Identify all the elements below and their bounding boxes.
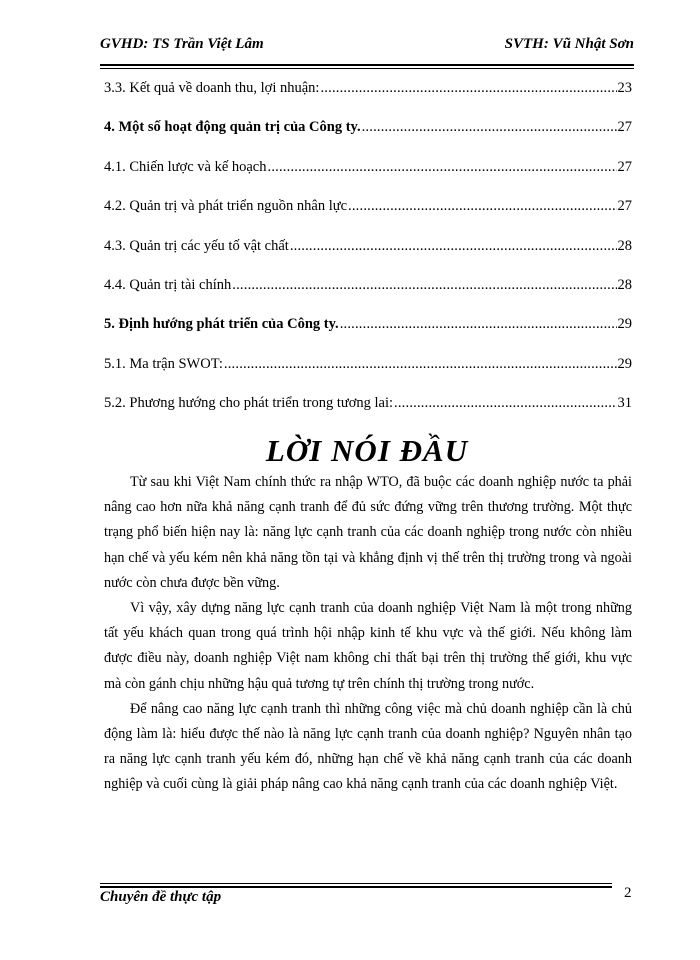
toc-leader (224, 356, 617, 373)
toc-label: 5. Định hướng phát triển của Công ty. (104, 316, 339, 333)
toc-entry[interactable] (104, 119, 632, 158)
toc-label: 5.2. Phương hướng cho phát triển trong tương lai: (104, 395, 394, 412)
toc-page: 28 (617, 237, 632, 254)
toc-leader (394, 395, 616, 412)
toc-entry[interactable] (104, 316, 632, 355)
toc-page: 29 (617, 355, 632, 372)
toc-entry[interactable] (104, 277, 632, 316)
toc-label: 4. Một số hoạt động quản trị của Công ty. (104, 119, 361, 136)
page-number: 2 (624, 885, 632, 901)
toc-leader (232, 277, 616, 294)
toc-entry[interactable] (104, 198, 632, 237)
toc-label: 4.4. Quản trị tài chính (104, 276, 232, 293)
header-student: SVTH: Vũ Nhật Sơn (504, 36, 634, 52)
header-advisor: GVHD: TS Trần Việt Lâm (100, 36, 264, 52)
toc-label: 3.3. Kết quả về doanh thu, lợi nhuận: (104, 80, 320, 96)
toc-page: 27 (617, 119, 632, 136)
toc-entry[interactable] (104, 356, 632, 395)
section-title: LỜI NÓI ĐẦU (265, 433, 469, 468)
toc-leader (362, 119, 617, 136)
header-rule-thin (100, 68, 634, 69)
toc-leader (268, 159, 617, 176)
footer-title: Chuyên đề thực tập (100, 889, 222, 905)
toc-entry[interactable] (104, 80, 632, 119)
table-of-contents (104, 80, 632, 435)
header-rule (100, 64, 634, 66)
paragraph: Từ sau khi Việt Nam chính thức ra nhập WTO, đã buộc các doanh nghiệp nước ta phải nâng cao hơn nữa khả năng cạnh tranh để đủ sức đứng vững trên thương trường. Một thực trạng phổ biến hiện nay là: năng lực cạnh tranh của các doanh nghiệp trong nước còn nhiều hạn chế và yếu kém nên khả năng tồn tại và khẳng định vị thế trên thị trường trong và ngoài nước còn chưa được bền vững. (104, 474, 632, 591)
page-header (100, 36, 634, 60)
toc-leader (320, 80, 616, 97)
toc-entry[interactable] (104, 238, 632, 277)
toc-page: 29 (617, 316, 632, 333)
body-text (104, 470, 632, 798)
paragraph: Vì vậy, xây dựng năng lực cạnh tranh của doanh nghiệp Việt Nam là một trong những tất yếu khách quan trong quá trình hội nhập kinh tế khu vực và thế giới. Nếu không làm được điều này, doanh nghiệp Việt nam không chỉ thất bại trên thị trường thế giới, khu vực mà còn gánh chịu những hậu quả tương tự trên chính thị trường trong nước. (104, 600, 632, 692)
toc-page: 27 (617, 158, 632, 175)
paragraph: Để nâng cao năng lực cạnh tranh thì những công việc mà chủ doanh nghiệp cần là chủ động làm là: hiểu được thế nào là năng lực cạnh tranh của doanh nghiệp? Nguyên nhân tạo ra năng lực cạnh tranh yếu kém đó, những hạn chế về khả năng cạnh tranh của các doanh nghiệp và cuối cùng là giải pháp nâng cao khả năng cạnh tranh của các doanh nghiệp Việt. (104, 700, 632, 793)
toc-label: 4.3. Quản trị các yếu tố vật chất (104, 237, 289, 254)
toc-page: 28 (617, 276, 632, 293)
toc-label: 4.1. Chiến lược và kế hoạch (104, 158, 267, 175)
toc-page: 31 (617, 395, 632, 412)
toc-page: 27 (617, 198, 632, 215)
toc-label: 4.2. Quản trị và phát triển nguồn nhân lực (104, 198, 348, 215)
toc-label: 5.1. Ma trận SWOT: (104, 355, 223, 372)
toc-page: 23 (617, 80, 632, 96)
toc-leader (348, 198, 616, 215)
toc-entry[interactable] (104, 395, 632, 434)
footer-rule-thin (100, 883, 612, 884)
toc-entry[interactable] (104, 159, 632, 198)
footer-rule (100, 886, 612, 888)
toc-leader (290, 238, 617, 255)
toc-leader (340, 316, 617, 333)
